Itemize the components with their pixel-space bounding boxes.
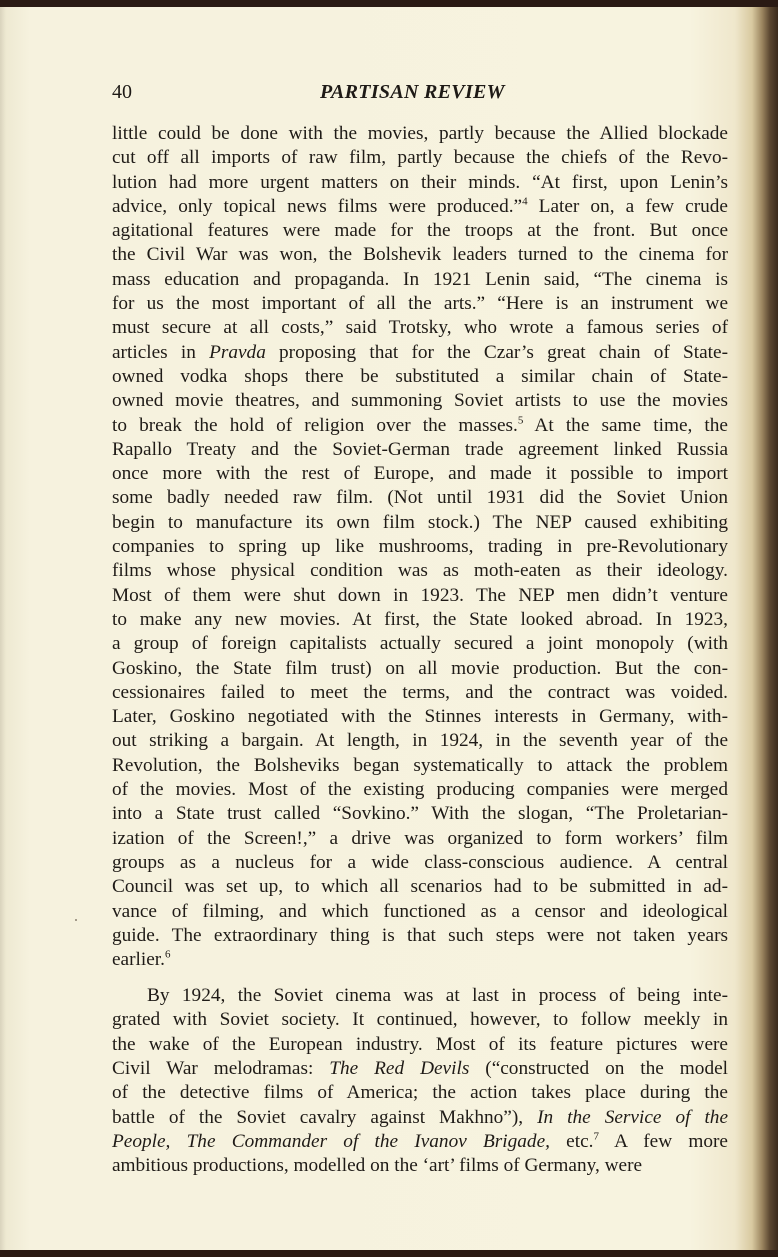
text-segment: articles in xyxy=(112,341,210,363)
text-line xyxy=(112,705,728,729)
footnote-marker: 5 xyxy=(517,414,524,427)
text-line xyxy=(112,632,728,656)
text-line xyxy=(112,608,728,632)
italic-title: Pravda xyxy=(209,341,266,363)
text-line xyxy=(112,243,728,267)
text-segment: Most of them were shut down in 1923. The NEP men didn’t venture xyxy=(112,584,728,606)
body-text xyxy=(112,122,728,1178)
italic-title: The Red Devils xyxy=(329,1057,470,1079)
text-segment: the Civil War was won, the Bolshevik leaders turned to the cinema for xyxy=(112,244,728,266)
text-segment: little could be done with the movies, partly because the Allied blockade xyxy=(112,123,728,144)
page-number: 40 xyxy=(112,81,132,103)
text-segment: to make any new movies. At first, the State looked abroad. In 1923, xyxy=(112,608,728,630)
text-line xyxy=(112,802,728,826)
text-line xyxy=(112,195,728,219)
text-segment: Council was set up, to which all scenarios had to be submitted in ad- xyxy=(112,876,728,898)
text-line xyxy=(112,754,728,778)
text-line xyxy=(112,122,728,146)
text-segment: Later, Goskino negotiated with the Stinnes interests in Germany, with- xyxy=(112,706,728,728)
footnote-marker: 7 xyxy=(593,1130,599,1143)
text-line xyxy=(112,535,728,559)
text-segment: At the same time, the xyxy=(523,414,728,436)
text-line xyxy=(112,729,728,753)
text-line xyxy=(112,1130,728,1154)
text-line xyxy=(112,341,728,365)
text-line xyxy=(112,316,728,340)
text-segment: Civil War melodramas: xyxy=(112,1057,330,1079)
text-segment: companies to spring up like mushrooms, trading in pre-Revolutionary xyxy=(112,536,728,558)
text-segment: (“constructed on the model xyxy=(469,1057,728,1079)
text-segment: out striking a bargain. At length, in 1924, in the seventh year of the xyxy=(112,730,728,752)
text-line xyxy=(112,657,728,681)
text-line xyxy=(112,486,728,510)
text-line xyxy=(112,948,728,972)
text-segment: begin to manufacture its own film stock.) The NEP caused exhibiting xyxy=(112,511,728,533)
text-segment: a group of foreign capitalists actually secured a joint monopoly (with xyxy=(112,633,728,655)
text-segment: of the detective films of America; the action takes place during the xyxy=(112,1082,728,1104)
text-segment: lution had more urgent matters on their minds. “At first, upon Lenin’s xyxy=(112,171,728,193)
text-line xyxy=(112,851,728,875)
text-segment: to break the hold of religion over the masses. xyxy=(112,414,518,436)
text-segment: mass education and propaganda. In 1921 Lenin said, “The cinema is xyxy=(112,268,728,290)
text-segment: Rapallo Treaty and the Soviet-German trade agreement linked Russia xyxy=(112,438,728,460)
running-header-title: PARTISAN REVIEW xyxy=(320,81,505,103)
text-segment: ization of the Screen!,” a drive was organized to form workers’ film xyxy=(112,827,728,849)
text-segment: guide. The extraordinary thing is that such steps were not taken years xyxy=(112,924,728,946)
text-line xyxy=(112,584,728,608)
text-line xyxy=(112,1081,728,1105)
text-line xyxy=(112,414,728,438)
text-segment: Later on, a few crude xyxy=(527,195,728,217)
book-page xyxy=(0,7,778,1250)
paragraph xyxy=(112,984,728,1178)
footnote-marker: 6 xyxy=(165,948,171,961)
paragraph xyxy=(112,122,728,972)
italic-title: People, The Commander of the Ivanov Brigade, xyxy=(112,1130,550,1152)
italic-title: In the Service of the xyxy=(537,1106,728,1128)
text-segment: films whose physical condition was as moth-eaten as their ideology. xyxy=(112,560,728,582)
text-segment: A few more xyxy=(598,1130,728,1152)
text-segment: of the movies. Most of the existing producing companies were merged xyxy=(112,779,728,801)
text-segment: cut off all imports of raw film, partly because the chiefs of the Revo- xyxy=(112,147,728,169)
text-segment: By 1924, the Soviet cinema was at last in process of being inte- xyxy=(147,985,728,1007)
text-segment: Goskino, the State film trust) on all movie production. But the con- xyxy=(112,657,728,679)
text-line xyxy=(112,1154,728,1178)
text-line xyxy=(112,559,728,583)
scan-speck xyxy=(75,919,77,921)
text-line xyxy=(112,900,728,924)
text-segment: must secure at all costs,” said Trotsky, who wrote a famous series of xyxy=(112,317,728,339)
text-segment: proposing that for the Czar’s great chain of State- xyxy=(265,341,728,363)
text-segment: owned vodka shops there be substituted a similar chain of State- xyxy=(112,365,728,387)
footnote-marker: 4 xyxy=(522,195,528,208)
text-segment: the wake of the European industry. Most of its feature pictures were xyxy=(112,1033,728,1055)
text-line xyxy=(112,681,728,705)
text-segment: advice, only topical news films were produced.” xyxy=(112,195,523,217)
text-line xyxy=(112,1008,728,1032)
text-segment: etc. xyxy=(549,1130,594,1152)
text-segment: cessionaires failed to meet the terms, and the contract was voided. xyxy=(112,681,728,703)
text-line xyxy=(112,146,728,170)
text-line xyxy=(112,875,728,899)
text-line xyxy=(112,1057,728,1081)
text-line xyxy=(112,292,728,316)
text-segment: grated with Soviet society. It continued, however, to follow meekly in xyxy=(112,1009,728,1031)
text-segment: agitational features were made for the troops at the front. But once xyxy=(112,220,728,242)
text-segment: Revolution, the Bolsheviks began systematically to attack the problem xyxy=(112,754,728,776)
text-line xyxy=(112,438,728,462)
text-line xyxy=(112,389,728,413)
text-segment: vance of filming, and which functioned as a censor and ideological xyxy=(112,900,728,922)
text-segment: for us the most important of all the arts.” “Here is an instrument we xyxy=(112,293,728,315)
text-segment: battle of the Soviet cavalry against Makhno”), xyxy=(112,1106,538,1128)
text-segment: once more with the rest of Europe, and made it possible to import xyxy=(112,463,728,485)
text-segment: owned movie theatres, and summoning Soviet artists to use the movies xyxy=(112,390,728,412)
text-line xyxy=(112,268,728,292)
text-line xyxy=(112,219,728,243)
text-line xyxy=(112,511,728,535)
text-line xyxy=(112,462,728,486)
text-line xyxy=(112,365,728,389)
text-line xyxy=(112,827,728,851)
text-segment: earlier. xyxy=(112,949,165,971)
text-segment: groups as a nucleus for a wide class-conscious audience. A central xyxy=(112,851,728,873)
text-line xyxy=(112,924,728,948)
text-line xyxy=(112,984,728,1008)
text-segment: some badly needed raw film. (Not until 1931 did the Soviet Union xyxy=(112,487,728,509)
text-segment: ambitious productions, modelled on the ‘art’ films of Germany, were xyxy=(112,1155,643,1177)
text-line xyxy=(112,171,728,195)
text-line xyxy=(112,1106,728,1130)
text-line xyxy=(112,1033,728,1057)
text-segment: into a State trust called “Sovkino.” With the slogan, “The Proletarian- xyxy=(112,803,728,825)
text-line xyxy=(112,778,728,802)
